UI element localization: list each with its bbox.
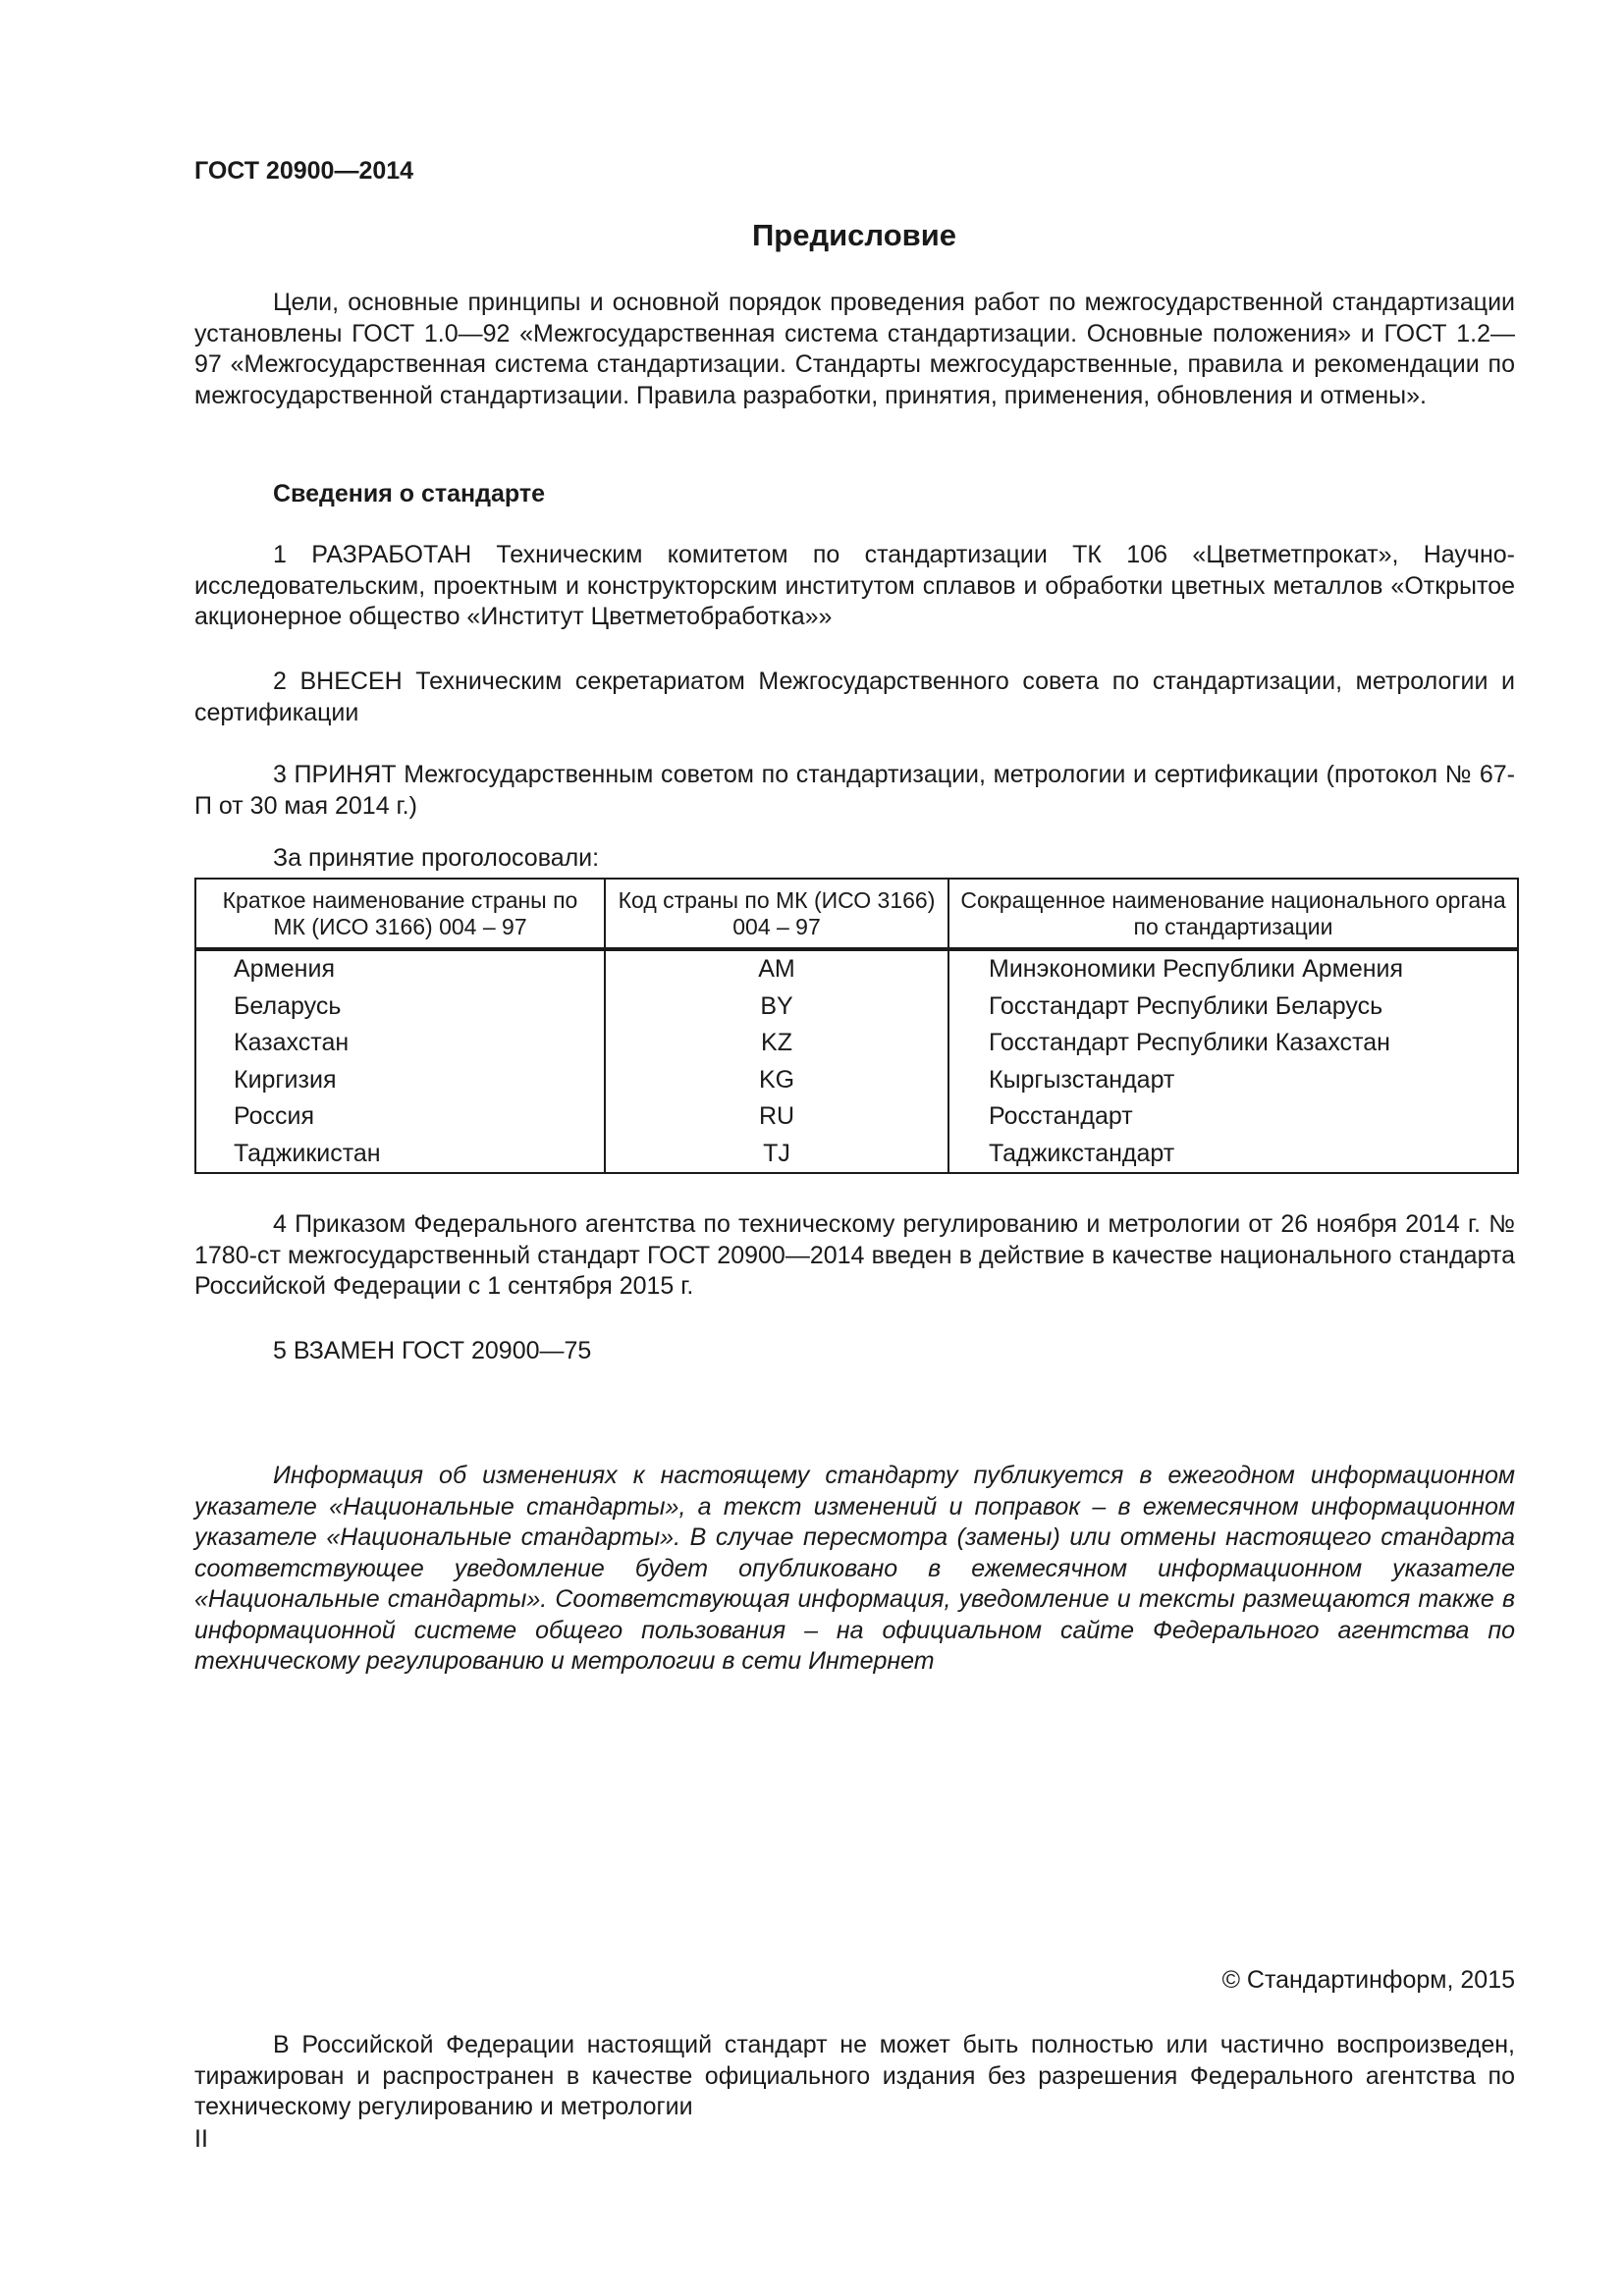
- notice-paragraph: [194, 1461, 1515, 1678]
- cell-body: Минэкономики Республики Армения: [948, 949, 1518, 988]
- table-row: [195, 1062, 1518, 1099]
- cell-country: Киргизия: [195, 1062, 605, 1099]
- cell-country: Таджикистан: [195, 1136, 605, 1174]
- item-adopted-text: 3 ПРИНЯТ Межгосударственным советом по стандартизации, метрологии и сертификации (протокол № 67-П от 30 мая 2014 г.): [194, 761, 1515, 820]
- notice-text: Информация об изменениях к настоящему стандарту публикуется в ежегодном информационном указателе «Национальные стандарты», а текст изменений и поправок – в ежемесячном информационном указателе «Национальные стандарты». В случае пересмотра (замены) или отмены настоящего стандарта соответствующее уведомление будет опубликовано в ежемесячном информационном указателе «Национальные стандарты». Соответствующая информация, уведомление и тексты размещаются также в информационной системе общего пользования – на официальном сайте Федерального агентства по техническому регулированию и метрологии в сети Интернет: [194, 1462, 1515, 1675]
- restriction-paragraph: [194, 2030, 1515, 2123]
- intro-text: Цели, основные принципы и основной порядок проведения работ по межгосударственной стандартизации установлены ГОСТ 1.0—92 «Межгосударственная система стандартизации. Основные положения» и ГОСТ 1.2—97 «Межгосударственная система стандартизации. Стандарты межгосударственные, правила и рекомендации по межгосударственной стандартизации. Правила разработки, принятия, применения, обновления и отмены».: [194, 289, 1515, 409]
- column-header-code: Код страны по МК (ИСО 3166) 004 – 97: [605, 879, 948, 949]
- cell-body: Росстандарт: [948, 1098, 1518, 1136]
- cell-country: Армения: [195, 949, 605, 988]
- cell-body: Госстандарт Республики Беларусь: [948, 988, 1518, 1026]
- item-replaces: 5 ВЗАМЕН ГОСТ 20900—75: [273, 1337, 592, 1364]
- item-introduced: [194, 667, 1515, 728]
- cell-code: KG: [605, 1062, 948, 1099]
- table-row: [195, 1136, 1518, 1174]
- copyright: © Стандартинформ, 2015: [1221, 1966, 1515, 1994]
- item-order: [194, 1209, 1515, 1303]
- votes-caption: За принятие проголосовали:: [273, 844, 600, 872]
- table-row: [195, 988, 1518, 1026]
- page-title: Предисловие: [751, 218, 956, 252]
- cell-body: Госстандарт Республики Казахстан: [948, 1025, 1518, 1062]
- section-title: Сведения о стандарте: [273, 480, 546, 507]
- restriction-text: В Российской Федерации настоящий стандарт не может быть полностью или частично воспроизведен, тиражирован и распространен в качестве официального издания без разрешения Федерального агентства по техническому регулированию и метрологии: [194, 2031, 1515, 2120]
- page-number: II: [194, 2125, 208, 2153]
- cell-country: Россия: [195, 1098, 605, 1136]
- table-row: [195, 1098, 1518, 1136]
- item-introduced-text: 2 ВНЕСЕН Техническим секретариатом Межгосударственного совета по стандартизации, метрологии и сертификации: [194, 667, 1515, 726]
- cell-country: Казахстан: [195, 1025, 605, 1062]
- document-code: ГОСТ 20900—2014: [194, 157, 414, 185]
- cell-body: Кыргызстандарт: [948, 1062, 1518, 1099]
- votes-table-header-row: [195, 879, 1518, 949]
- column-header-body: Сокращенное наименование национального органа по стандартизации: [948, 879, 1518, 949]
- item-developed-text: 1 РАЗРАБОТАН Техническим комитетом по стандартизации ТК 106 «Цветметпрокат», Научно-исследовательским, проектным и конструкторским институтом сплавов и обработки цветных металлов «Открытое акционерное общество «Институт Цветметобработка»»: [194, 541, 1515, 630]
- cell-code: AM: [605, 949, 948, 988]
- intro-paragraph: [194, 288, 1515, 411]
- cell-country: Беларусь: [195, 988, 605, 1026]
- cell-code: TJ: [605, 1136, 948, 1174]
- cell-code: BY: [605, 988, 948, 1026]
- table-row: [195, 1025, 1518, 1062]
- cell-code: RU: [605, 1098, 948, 1136]
- item-adopted: [194, 760, 1515, 822]
- item-order-text: 4 Приказом Федерального агентства по техническому регулированию и метрологии от 26 ноября 2014 г. № 1780-ст межгосударственный стандарт ГОСТ 20900—2014 введен в действие в качестве национального стандарта Российской Федерации с 1 сентября 2015 г.: [194, 1210, 1515, 1300]
- item-developed: [194, 540, 1515, 633]
- table-row: [195, 949, 1518, 988]
- votes-table: [194, 878, 1519, 1174]
- cell-body: Таджикстандарт: [948, 1136, 1518, 1174]
- column-header-country: Краткое наименование страны по МК (ИСО 3166) 004 – 97: [195, 879, 605, 949]
- cell-code: KZ: [605, 1025, 948, 1062]
